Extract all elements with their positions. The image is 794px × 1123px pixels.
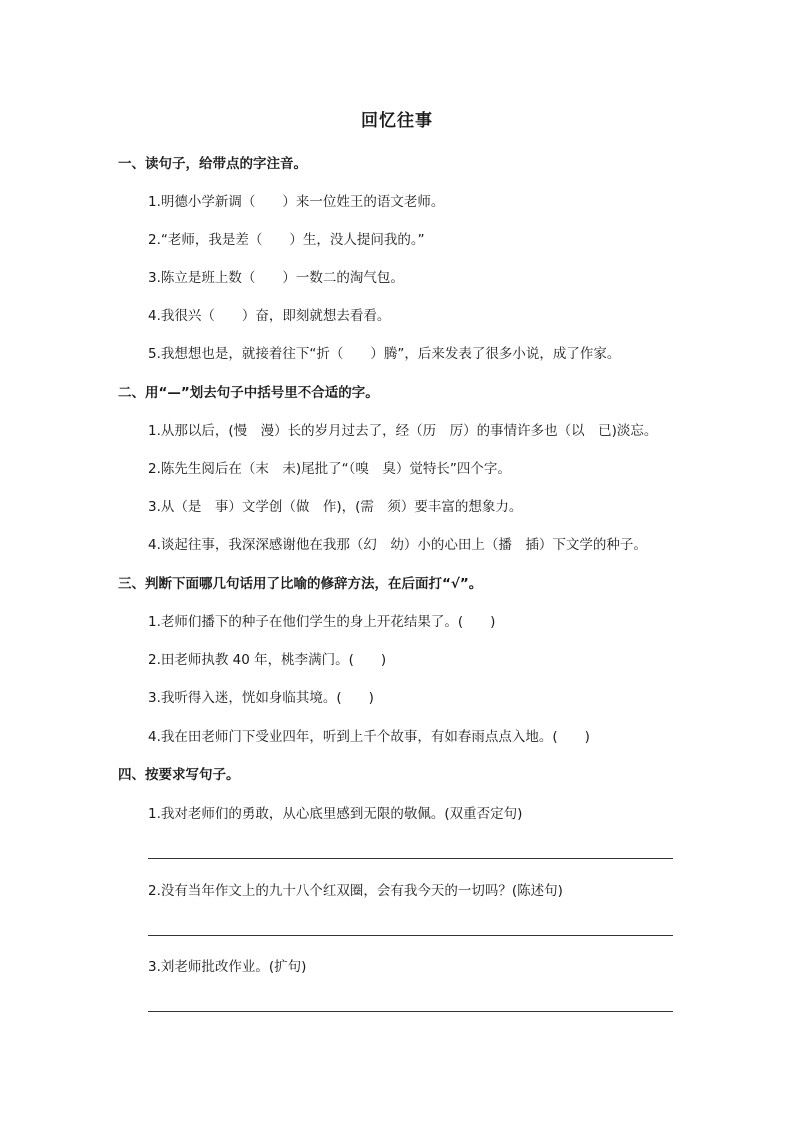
page-title: 回忆往事 [361, 111, 433, 131]
section-4-item-2: 2.没有当年作文上的九十八个红双圈，会有我今天的一切吗？(陈述句) [148, 883, 563, 899]
section-4-heading: 四、按要求写句子。 [118, 767, 240, 783]
section-3-heading: 三、判断下面哪几句话用了比喻的修辞方法，在后面打“√”。 [118, 576, 483, 592]
section-3-item-2: 2.田老师执教 40 年，桃李满门。( ) [148, 652, 387, 668]
section-3-item-3: 3.我听得入迷，恍如身临其境。( ) [148, 690, 374, 706]
section-3-item-4: 4.我在田老师门下受业四年，听到上千个故事，有如春雨点点入地。( ) [148, 729, 590, 745]
section-1-heading: 一、读句子，给带点的字注音。 [118, 156, 307, 172]
section-2-item-4: 4.谈起往事，我深深感谢他在我那（幻 幼）小的心田上（播 插）下文学的种子。 [148, 537, 647, 553]
section-4-item-3: 3.刘老师批改作业。(扩句) [148, 959, 307, 975]
section-2-item-2: 2.陈先生阅后在（末 未)尾批了“（嗅 臭）觉特长”四个字。 [148, 461, 511, 477]
answer-line-3[interactable] [148, 1011, 673, 1012]
section-1-item-4: 4.我很兴（ ）奋，即刻就想去看看。 [148, 308, 391, 324]
section-1-item-3: 3.陈立是班上数（ ）一数二的淘气包。 [148, 270, 404, 286]
section-1-item-2: 2.“老师，我是差（ ）生，没人提问我的。” [148, 232, 425, 248]
section-3-item-1: 1.老师们播下的种子在他们学生的身上开花结果了。( ) [148, 614, 496, 630]
section-4-item-1: 1.我对老师们的勇敢，从心底里感到无限的敬佩。(双重否定句) [148, 806, 523, 822]
section-1-item-5: 5.我想想也是，就接着往下“折（ ）腾”，后来发表了很多小说，成了作家。 [148, 346, 621, 362]
answer-line-1[interactable] [148, 858, 673, 859]
section-1-item-1: 1.明德小学新调（ ）来一位姓王的语文老师。 [148, 194, 445, 210]
section-2-heading: 二、用“—”划去句子中括号里不合适的字。 [118, 385, 379, 401]
section-2-item-3: 3.从（是 事）文学创（做 作)，(需 须）要丰富的想象力。 [148, 499, 523, 515]
section-2-item-1: 1.从那以后，(慢 漫）长的岁月过去了，经（历 厉）的事情许多也（以 已)淡忘。 [148, 423, 658, 439]
answer-line-2[interactable] [148, 935, 673, 936]
